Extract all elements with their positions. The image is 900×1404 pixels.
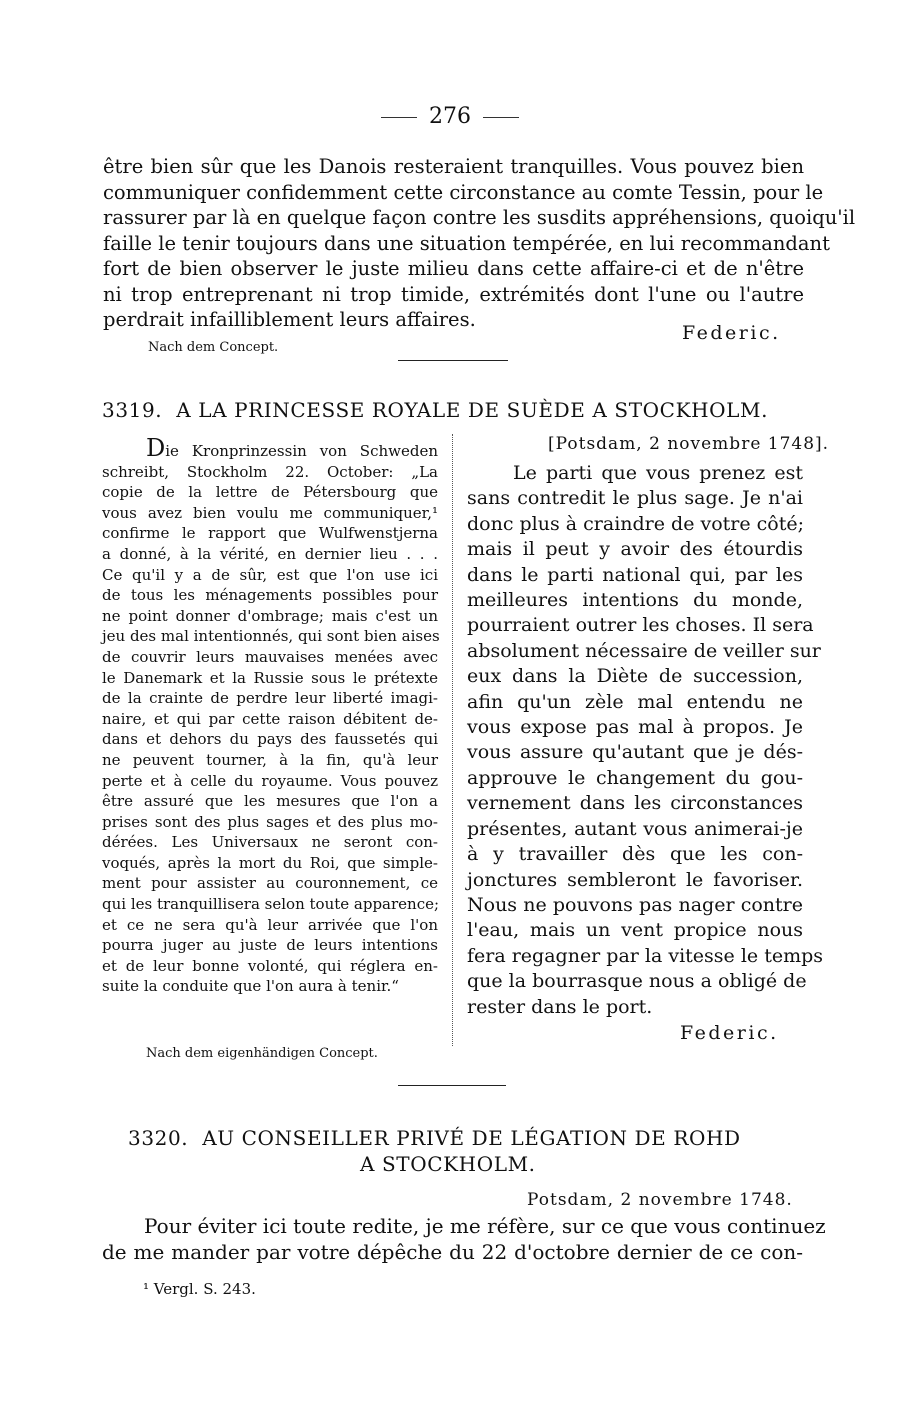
letter-line: donc plus à craindre de votre côté; xyxy=(467,512,805,535)
summary-line: confirme le rapport que Wulfwenstjerna xyxy=(102,524,438,543)
letter-3319-place-date: [Potsdam, 2 novembre 1748]. xyxy=(548,434,830,454)
letter-3319-heading xyxy=(102,398,768,422)
left-column-summary xyxy=(102,434,440,997)
summary-line: Ce qu'il y a de sûr, est que l'on use ici xyxy=(102,565,438,584)
letter-3320-heading-line2: A STOCKHOLM. xyxy=(360,1152,536,1176)
letter-line: jonctures sembleront le favoriser. xyxy=(467,868,803,891)
summary-line: dérées. Les Universaux ne seront con- xyxy=(102,833,438,852)
summary-line: perte et à celle du royaume. Vous pouvez xyxy=(102,771,438,790)
letter-line: Pour éviter ici toute redite, je me réfère, sur ce que vous continuez xyxy=(144,1214,826,1238)
letter-line: vous assure qu'autant que je dés- xyxy=(467,741,803,764)
summary-line: a donné, à la vérité, en dernier lieu . . . xyxy=(102,544,438,563)
letter-line: que la bourrasque nous a obligé de xyxy=(467,970,807,993)
summary-line: et ce ne sera qu'à leur arrivée que l'on xyxy=(102,915,438,934)
intro-line: ni trop entreprenant ni trop timide, extrémités dont l'une ou l'autre xyxy=(103,282,804,306)
summary-line: schreibt, Stockholm 22. October: „La xyxy=(102,462,438,481)
intro-signature: Federic. xyxy=(682,322,781,344)
letter-line: pourraient outrer les choses. Il sera xyxy=(467,614,814,637)
summary-line: ne point donner d'ombrage; mais c'est un xyxy=(102,606,438,625)
letter-3319-signature: Federic. xyxy=(680,1022,779,1044)
page-number: 276 xyxy=(429,104,471,129)
footnote: ¹ Vergl. S. 243. xyxy=(143,1280,256,1298)
column-divider xyxy=(452,434,453,1046)
summary-line: ne peuvent tourner, à la fin, qu'à leur xyxy=(102,750,438,769)
intro-line: faille le tenir toujours dans une situation tempérée, en lui recommandant xyxy=(103,231,830,255)
summary-line: le Danemark et la Russie sous le prétexte xyxy=(102,668,438,687)
summary-line: de tous les ménagements possibles pour xyxy=(102,586,438,605)
summary-line: et de leur bonne volonté, qui réglera en- xyxy=(102,956,438,975)
section-divider xyxy=(398,360,508,361)
summary-line: de couvrir leurs mauvaises menées avec xyxy=(102,647,438,666)
drop-cap: D xyxy=(146,434,166,462)
intro-line: perdrait infailliblement leurs affaires. xyxy=(103,308,476,331)
summary-line: ment pour assister au couronnement, ce xyxy=(102,874,438,893)
letter-line: afin qu'un zèle mal entendu ne xyxy=(467,690,803,713)
letter-line: vernement dans les circonstances xyxy=(467,792,803,815)
letter-line: absolument nécessaire de veiller sur xyxy=(467,639,821,662)
letter-line: l'eau, mais un vent propice nous xyxy=(467,919,803,942)
letter-number: 3319. xyxy=(102,398,163,422)
page-number-line xyxy=(0,104,900,129)
letter-line: mais il peut y avoir des étourdis xyxy=(467,538,803,561)
summary-line: être assuré que les mesures que l'on a xyxy=(102,792,438,811)
page-number-dash xyxy=(483,117,519,118)
letter-3320-body xyxy=(102,1213,826,1265)
letter-title: AU CONSEILLER PRIVÉ DE LÉGATION DE ROHD xyxy=(202,1126,741,1150)
page-number-dash xyxy=(381,117,417,118)
summary-line xyxy=(102,434,438,462)
intro-line: communiquer confidemment cette circonstance au comte Tessin, pour le xyxy=(103,180,824,204)
letter-line: eux dans la Diète de succession, xyxy=(467,665,803,688)
summary-line: qui les tranquillisera selon toute apparence; xyxy=(102,895,440,914)
letter-line: de me mander par votre dépêche du 22 d'octobre dernier de ce con- xyxy=(102,1240,803,1264)
summary-line: jeu des mal intentionnés, qui sont bien aises xyxy=(102,627,440,646)
letter-3319-source-note: Nach dem eigenhändigen Concept. xyxy=(146,1046,378,1061)
letter-title: A LA PRINCESSE ROYALE DE SUÈDE A STOCKHOLM. xyxy=(176,398,769,422)
intro-line: rassurer par là en quelque façon contre les susdits appréhensions, quoiqu'il xyxy=(103,206,856,229)
letter-number: 3320. xyxy=(128,1126,189,1150)
summary-line: de la crainte de perdre leur liberté imagi- xyxy=(102,689,438,708)
letter-line: sans contredit le plus sage. Je n'ai xyxy=(467,487,803,510)
summary-line: dans et dehors du pays des faussetés qui xyxy=(102,730,438,749)
letter-line: Nous ne pouvons pas nager contre xyxy=(467,893,803,916)
summary-line: prises sont des plus sages et des plus mo- xyxy=(102,812,438,831)
letter-line: approuve le changement du gou- xyxy=(467,766,803,789)
intro-line: fort de bien observer le juste milieu dans cette affaire-ci et de n'être xyxy=(103,257,804,280)
right-column-letter xyxy=(467,461,824,1020)
letter-line: meilleures intentions du monde, xyxy=(467,589,803,612)
letter-line: rester dans le port. xyxy=(467,995,653,1018)
letter-line: fera regagner par la vitesse le temps xyxy=(467,944,824,967)
summary-line: voqués, après la mort du Roi, que simple- xyxy=(102,853,438,872)
letter-line: dans le parti national qui, par les xyxy=(467,563,803,586)
letter-line: vous expose pas mal à propos. Je xyxy=(467,716,803,739)
letter-line: Le parti que vous prenez est xyxy=(513,462,803,484)
section-divider xyxy=(398,1085,506,1086)
letter-line: présentes, autant vous animerai-je xyxy=(467,817,803,840)
summary-line: pourra juger au juste de leurs intentions xyxy=(102,936,438,955)
summary-line: copie de la lettre de Pétersbourg que xyxy=(102,483,438,502)
letter-3320-place-date: Potsdam, 2 novembre 1748. xyxy=(527,1190,793,1210)
summary-line: vous avez bien voulu me communiquer,¹ xyxy=(102,503,438,522)
summary-line: suite la conduite que l'on aura à tenir.“ xyxy=(102,977,399,996)
intro-line: être bien sûr que les Danois resteraient tranquilles. Vous pouvez bien xyxy=(103,155,804,178)
intro-paragraph xyxy=(103,154,856,333)
summary-line-text: ie Kronprinzessin von Schweden xyxy=(165,442,438,460)
letter-3320-heading xyxy=(128,1126,741,1150)
letter-line: à y travailler dès que les con- xyxy=(467,843,803,866)
summary-line: naire, et qui par cette raison débitent de- xyxy=(102,709,438,728)
intro-source-note: Nach dem Concept. xyxy=(148,340,279,355)
